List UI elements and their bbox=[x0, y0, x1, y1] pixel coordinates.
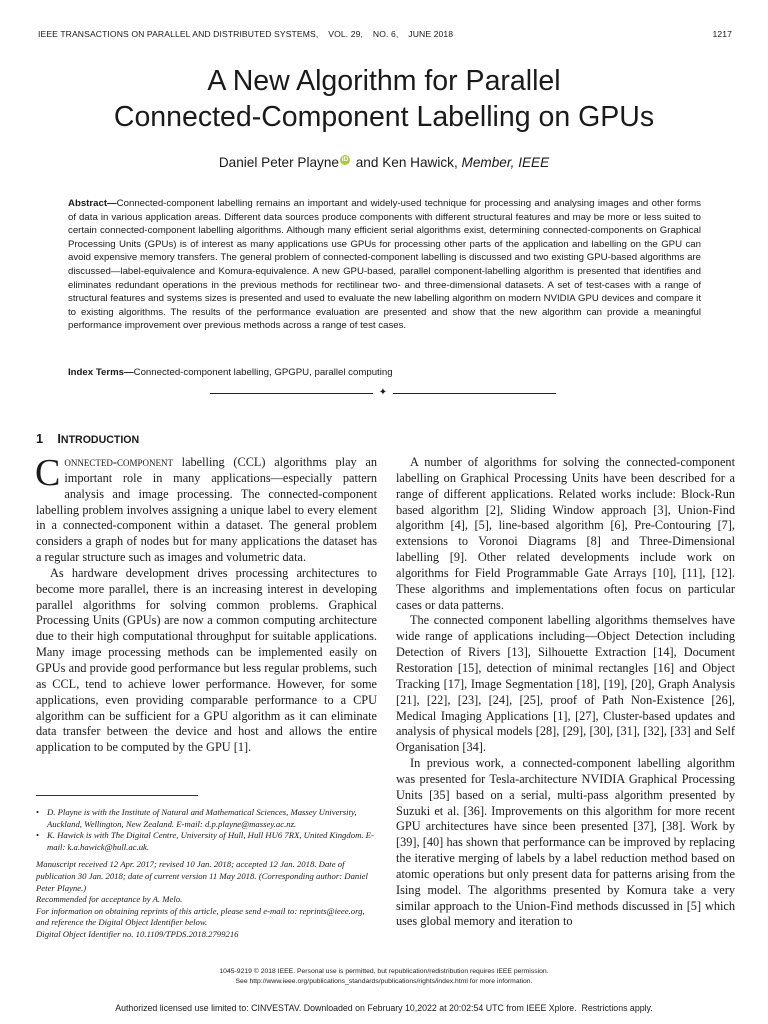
copyright-line-2: See http://www.ieee.org/publications_standards/publications/rights/index.html for more information. bbox=[235, 977, 533, 985]
bullet-icon: • bbox=[36, 830, 40, 841]
drop-cap: C bbox=[35, 452, 61, 494]
author-name: Daniel Peter Playne bbox=[218, 155, 339, 170]
orcid-icon[interactable]: iD bbox=[341, 156, 349, 163]
paragraph: In previous work, a connected-component labelling algorithm was presented for Tesla-architecture NVIDIA Graphical Processing Units [35] based on a serial, multi-pass algorithm presented by Suzuki et al. [36]. Improvements on this algorithm for more recent GPU architectures have since been presented [37], [38]. Work by [39], [40] has shown that performance can be improved by replacing the iterative merging of labels by a label reduction method based on atomic operations but only present data for patterns arising from the Ising model. The algorithms presented by Komura take a very similar approach to the Union-Find methods discussed in [5] which uses global memory and iteration to bbox=[396, 756, 735, 929]
index-terms bbox=[68, 366, 701, 380]
paragraph: As hardware development drives processing architectures to become more parallel, there is an increasing interest in developing parallel algorithms for solving common problems. Graphical Processing Units (GPUs) are now a common computing architecture due to their high computational throughput for suitable applications. Many image processing methods can be implemented easily on GPUs and provide good performance but less regular problems, such as CCL, tend to achieve lower performance. However, for some applications, even providing comparable performance to a CPU algorithm can be sufficient for a GPU algorithm as it can eliminate data transfer between the device and host and allows the entire application to be computed by the GPU [1]. bbox=[36, 565, 377, 755]
right-column bbox=[396, 455, 735, 930]
footnote-text: D. Playne is with the Institute of Natural and Mathematical Sciences, Massey University, Auckland, Wellington, New Zealand. E-mail: d.p.playne@massey.ac.nz. bbox=[47, 807, 357, 829]
section-title-initial: I bbox=[57, 431, 61, 446]
separator-rule-left bbox=[210, 393, 373, 394]
recommended-by: Recommended for acceptance by A. Melo. bbox=[36, 894, 183, 905]
copyright-notice bbox=[40, 967, 728, 986]
journal-info: IEEE TRANSACTIONS ON PARALLEL AND DISTRIBUTED SYSTEMS, VOL. 29, NO. 6, JUNE 2018 bbox=[38, 29, 454, 39]
page-number: 1217 bbox=[712, 29, 732, 39]
abstract-label: Abstract— bbox=[68, 198, 117, 209]
section-heading bbox=[36, 431, 139, 446]
paper-title-line-1: A New Algorithm for Parallel bbox=[207, 65, 561, 97]
paragraph bbox=[35, 452, 377, 566]
copyright-line-1: 1045-9219 © 2018 IEEE. Personal use is permitted, but republication/redistribution requires IEEE permission. bbox=[219, 968, 549, 975]
footnotes bbox=[36, 807, 377, 941]
author-list bbox=[40, 155, 728, 170]
manuscript-dates: Manuscript received 12 Apr. 2017; revised 10 Jan. 2018; accepted 12 Jan. 2018. Date of publication 30 Jan. 2018; date of current version 11 May 2018. (Corresponding author: Daniel Peter Playne.) bbox=[36, 859, 368, 893]
paper-title-line-2: Connected-Component Labelling on GPUs bbox=[113, 101, 655, 133]
footnote-author-1 bbox=[36, 807, 377, 830]
left-column bbox=[35, 452, 377, 756]
paragraph: A number of algorithms for solving the connected-component labelling on Graphical Processing Units have been described for a range of different applications. Related works include: Block-Run based algorithm [2], Sliding Window approach [3], Union-Find algorithm [4], [5], line-based algorithm [6], Pre-Contouring [7], extensions to Voronoi Diagrams [8] and Three-Dimensional labelling [9]. Other related developments include work on algorithms for Field Programmable Gate Arrays [10], [11], [12]. These algorithms and implementations often focus on particular cases or data patterns. bbox=[396, 455, 735, 612]
footnote-text: K. Hawick is with The Digital Centre, University of Hull, Hull HU6 7RX, United Kingdom. E-mail: k.a.hawick@hull.ac.uk. bbox=[47, 830, 374, 852]
lead-words: onnected-component bbox=[64, 455, 173, 469]
reprints-info: For information on obtaining reprints of this article, please send e-mail to: reprints@ieee.org, and reference the Digital Object Identifier below. bbox=[36, 905, 365, 928]
section-title-rest: NTRODUCTION bbox=[60, 434, 140, 446]
doi: Digital Object Identifier no. 10.1109/TPDS.2018.2799216 bbox=[36, 928, 239, 939]
separator-rule-right bbox=[393, 393, 556, 394]
author-conjunction: and Ken Hawick, bbox=[351, 155, 462, 170]
author-membership: Member, IEEE bbox=[461, 155, 550, 170]
section-number: 1 bbox=[36, 431, 44, 446]
paper-title bbox=[40, 63, 728, 135]
separator-diamond-icon: ✦ bbox=[378, 387, 388, 398]
paragraph: The connected component labelling algorithms themselves have wide range of applications including—Object Detection including Detection of Rivers [13], Silhouette Extraction [14], Document Restoration [15], detection of minimal rectangles [16] and Object Tracking [17], Image Segmentation [18], [19], [20], Graph Analysis [21], [22], [23], [24], [25], proof of Path Non-Existence [26], Medical Imaging Applications [1], [27], Cluster-based updates and analysis of physical models [28], [29], [30], [31], [32], [33] and Self Organisation [34]. bbox=[396, 613, 735, 755]
index-terms-text: Connected-component labelling, GPGPU, parallel computing bbox=[133, 367, 393, 378]
paragraph-text: labelling (CCL) algorithms play an important role in many applications—especially pattern analysis and image processing. The connected-component labelling problem involves assigning a unique label to every element in a connected-component within a dataset. The general problem considers a graph of nodes but for many applications the dataset has a regular structure such as images and volumetric data. bbox=[36, 455, 377, 565]
bullet-icon: • bbox=[36, 807, 40, 817]
footnote-rule bbox=[36, 795, 198, 796]
running-header bbox=[38, 29, 732, 43]
footnote-author-2 bbox=[36, 830, 377, 853]
index-terms-label: Index Terms— bbox=[68, 367, 134, 378]
abstract-text: Connected-component labelling remains an important and widely-used technique for processing and analysing images and other forms of data in various application areas. Different data sources produce components with different structural features and may be more or less suited to certain connected-component labelling algorithms. Although many efficient serial algorithms exist, determining connected-components on Graphical Processing Units (GPUs) is of interest as many applications use GPUs for processing other parts of the application and labelling on the GPU can avoid expensive memory transfers. The general problem of connected-component labelling is discussed and two existing GPU-based algorithms are discussed—label-equivalence and Komura-equivalence. A new GPU-based, parallel component-labelling algorithm is presented that identifies and eliminates redundant operations in the previous methods for rectilinear two- and three-dimensional datasets. A set of test-cases with a range of structural features and systems sizes is presented and used to evaluate the new labelling algorithm on modern NVIDIA GPU devices and compare it to existing algorithms. The results of the performance evaluation are presented and show that the new algorithm can provide a meaningful performance improvement over previous methods across a range of test cases. bbox=[68, 198, 701, 332]
manuscript-info bbox=[36, 859, 377, 940]
license-notice: Authorized licensed use limited to: CINVESTAV. Downloaded on February 10,2022 at 20:02:54 UTC from IEEE Xplore. Restrictions apply. bbox=[115, 1003, 653, 1013]
abstract bbox=[68, 197, 701, 333]
